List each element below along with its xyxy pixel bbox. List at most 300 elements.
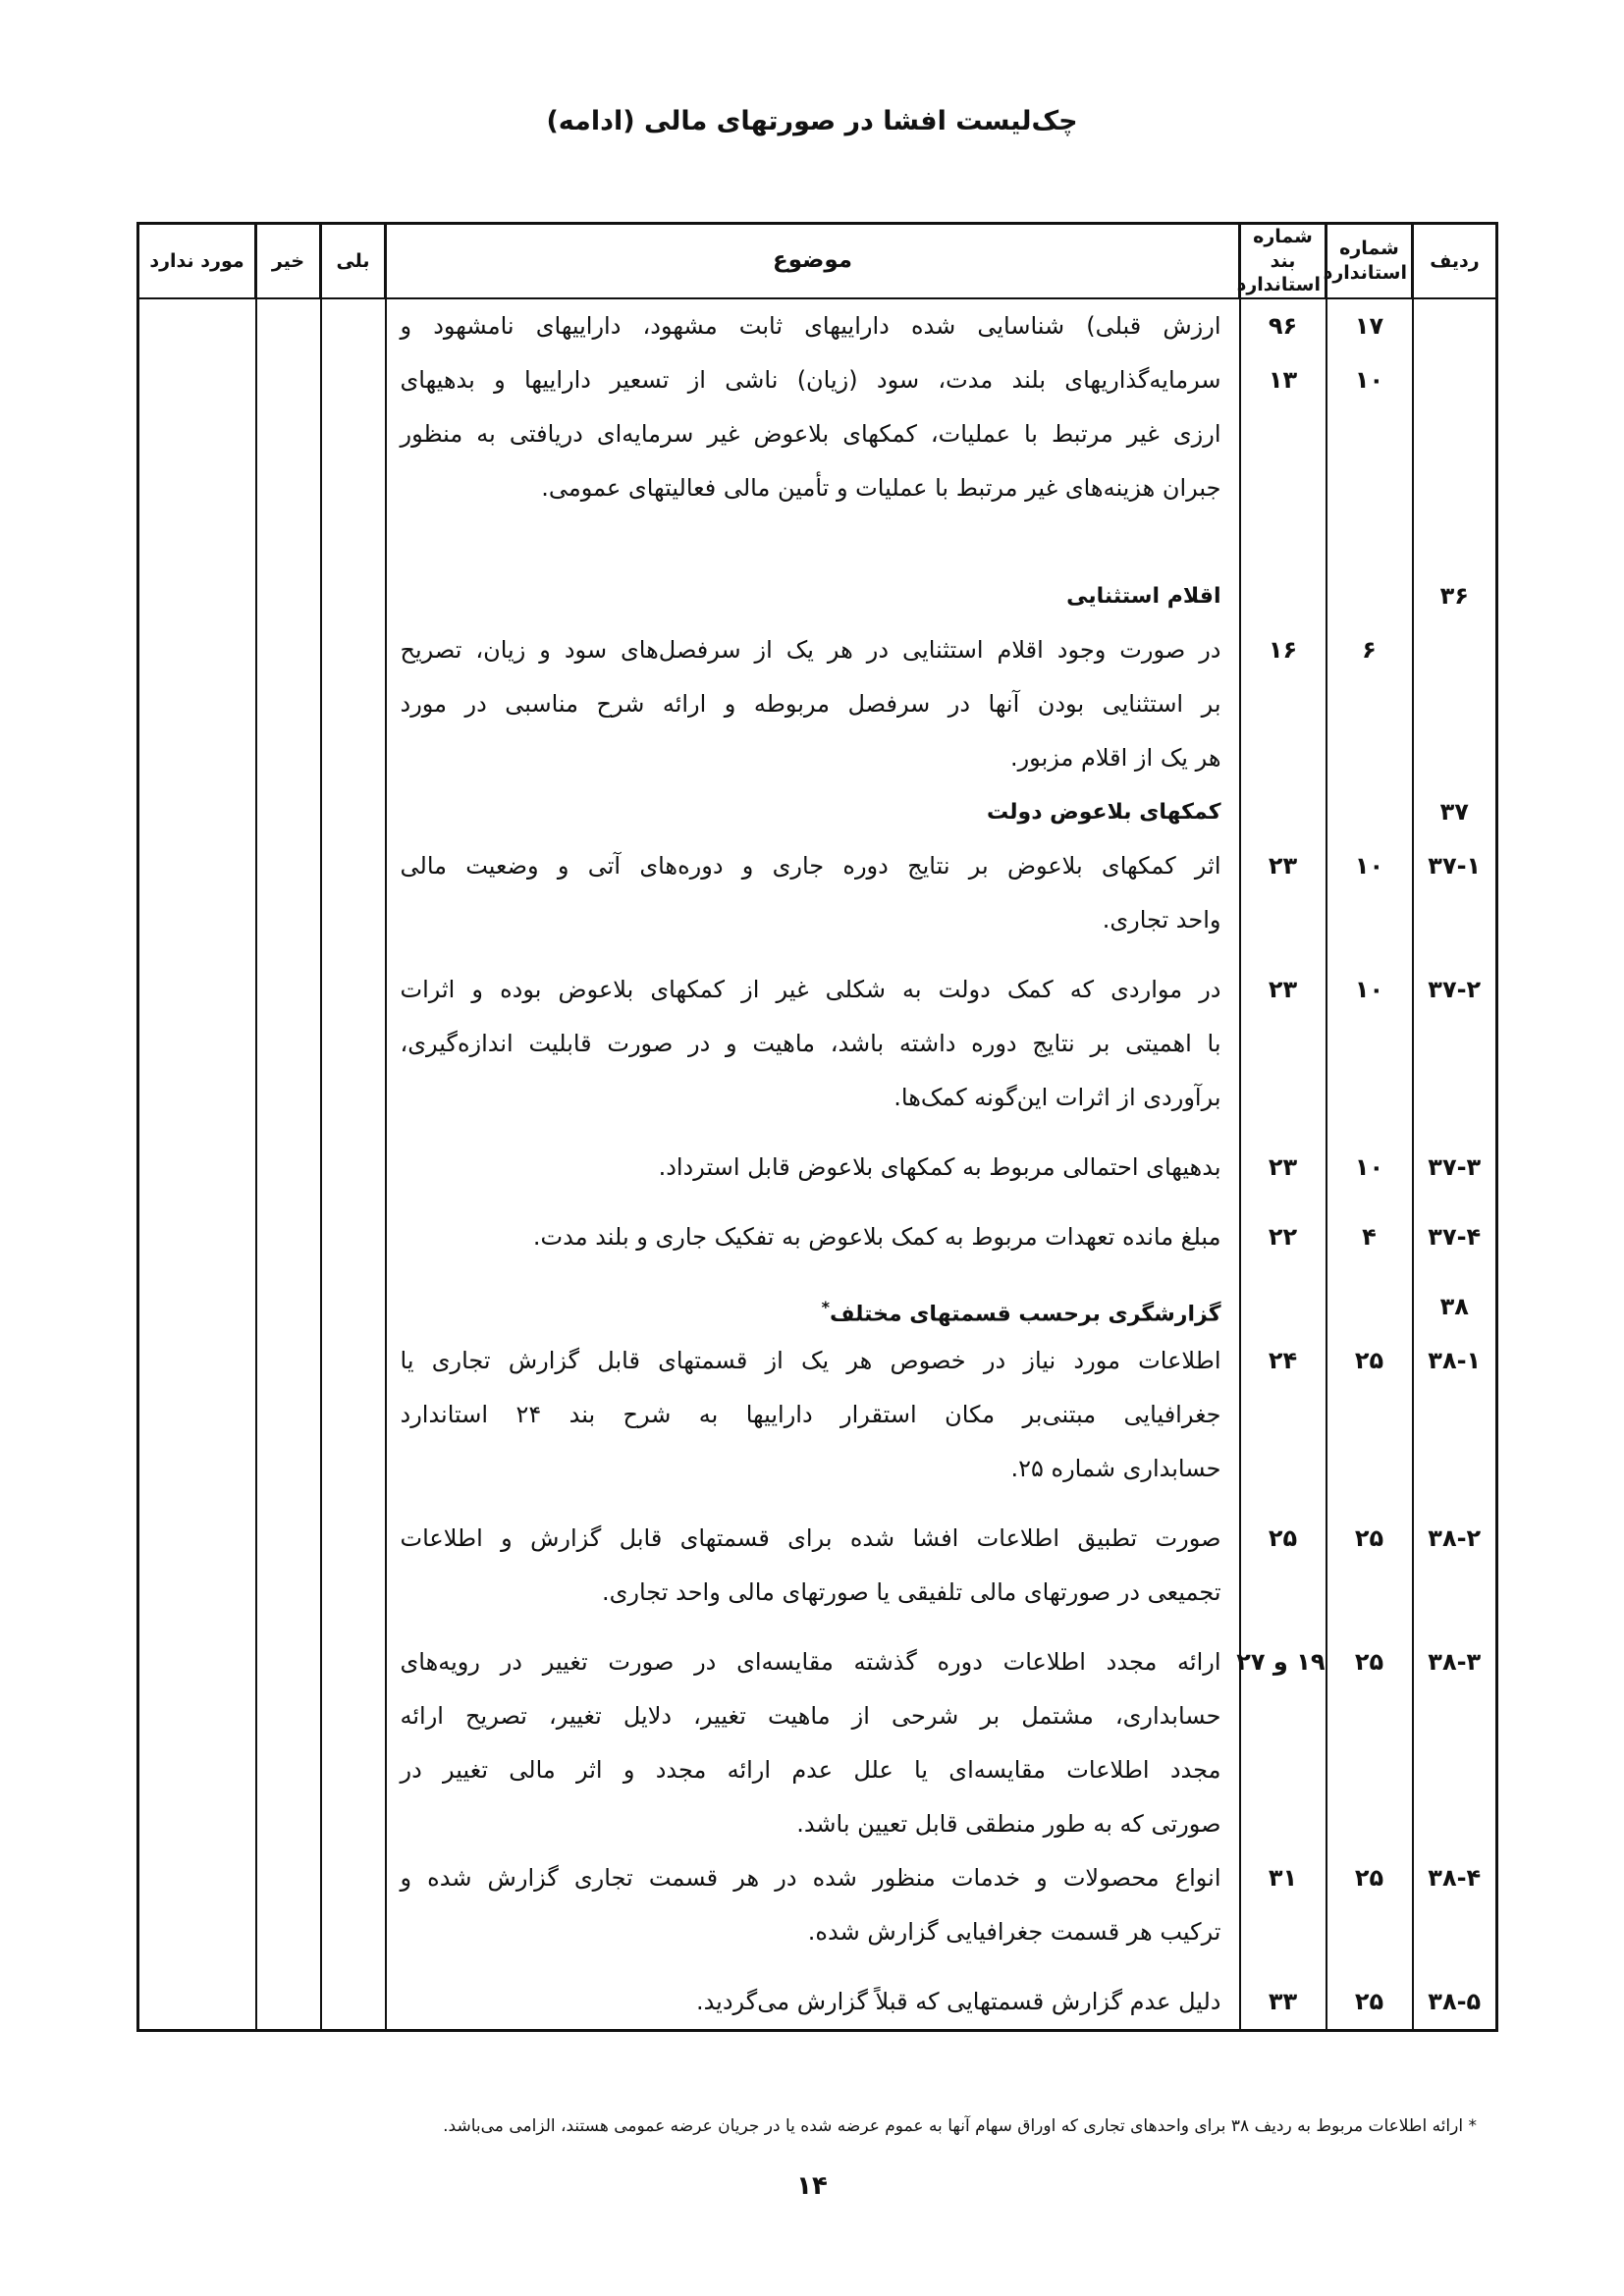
standard-number-value: ۲۵ (1354, 1864, 1384, 1893)
paragraph-number-cell (1240, 623, 1326, 785)
radif-value (1414, 1743, 1496, 1797)
paragraph-number-cell (1240, 1975, 1326, 2031)
paragraph-number-value (1241, 1125, 1326, 1141)
checklist-row (138, 623, 1497, 785)
radif-value: ۳۸-۴ (1428, 1864, 1482, 1893)
standard-number-cell (1326, 1210, 1413, 1264)
standard-number-cell (1326, 1496, 1413, 1512)
paragraph-number-value (1241, 1743, 1326, 1797)
yes-checkbox-cell[interactable] (321, 1975, 386, 2031)
no-checkbox-cell[interactable] (256, 1512, 321, 1620)
topic-line: در مواردی که کمک دولت به شکلی غیر از کمکهای بلاعوض بوده و اثرات (400, 976, 1221, 1004)
standard-number-value (1327, 1125, 1412, 1141)
topic-cell (386, 1264, 1240, 1280)
radif-value (1414, 1071, 1496, 1125)
paragraph-number-value (1241, 1797, 1326, 1851)
standard-number-value (1327, 1496, 1412, 1512)
no-checkbox-cell[interactable] (256, 1141, 321, 1195)
radif-value (1414, 1689, 1496, 1743)
standard-number-value (1327, 515, 1412, 569)
radif-value (1414, 407, 1496, 461)
paragraph-number-cell (1240, 785, 1326, 839)
checklist-row (138, 1620, 1497, 1635)
paragraph-number-cell (1236, 1635, 1326, 1851)
radif-cell (1413, 947, 1497, 963)
topic-line: مبلغ مانده تعهدات مربوط به کمک بلاعوض به تفکیک جاری و بلند مدت. (532, 1223, 1221, 1252)
yes-checkbox-cell[interactable] (321, 785, 386, 839)
paragraph-number-value (1241, 1566, 1326, 1620)
topic-cell (386, 1959, 1240, 1975)
not-applicable-checkbox-cell[interactable] (138, 298, 256, 515)
radif-value: ۳۸-۳ (1428, 1648, 1482, 1677)
radif-cell (1413, 785, 1497, 839)
paragraph-number-value (1241, 1620, 1326, 1635)
section-heading-row (138, 785, 1497, 839)
radif-value (1414, 1388, 1496, 1442)
standard-number-value (1327, 785, 1412, 839)
not-applicable-checkbox-cell[interactable] (138, 947, 256, 963)
standard-number-value: ۲۵ (1354, 1648, 1384, 1677)
document-title: چک‌لیست افشا در صورتهای مالی (ادامه) (546, 106, 1078, 136)
topic-line: انواع محصولات و خدمات منظور شده در هر قسمت تجاری گزارش شده و (400, 1864, 1221, 1893)
header-topic: موضوع (386, 224, 1240, 299)
topic-cell (386, 1635, 1240, 1851)
standard-number-value (1327, 1442, 1412, 1496)
footnote: * ارائه اطلاعات مربوط به ردیف ۳۸ برای واحدهای تجاری که اوراق سهام آنها به عموم عرضه شده یا در جریان عرضه عمومی هستند، الزامی می‌باشد. (443, 2116, 1477, 2136)
standard-number-value: ۶ (1362, 636, 1377, 665)
paragraph-number-value: ۲۵ (1268, 1524, 1298, 1553)
standard-number-value (1327, 1017, 1412, 1071)
radif-cell (1413, 1975, 1497, 2031)
radif-cell (1413, 1635, 1497, 1851)
topic-line: دلیل عدم گزارش قسمتهایی که قبلاً گزارش می‌گردید. (695, 1988, 1221, 2016)
radif-cell (1413, 1195, 1497, 1210)
section-heading-row (138, 569, 1497, 623)
radif-value: ۳۶ (1439, 582, 1469, 611)
radif-value: ۳۸ (1439, 1293, 1469, 1321)
radif-value (1414, 677, 1496, 731)
yes-checkbox-cell[interactable] (321, 839, 386, 947)
topic-cell (386, 569, 1240, 623)
standard-number-value (1327, 1743, 1412, 1797)
paragraph-number-value (1241, 1959, 1326, 1975)
radif-value (1414, 731, 1496, 785)
radif-value: ۳۷-۳ (1428, 1153, 1482, 1182)
standard-number-value (1327, 1388, 1412, 1442)
radif-value (1414, 515, 1496, 569)
yes-checkbox-cell[interactable] (321, 1280, 386, 1334)
not-applicable-checkbox-cell[interactable] (138, 1959, 256, 1975)
checklist-row (138, 963, 1497, 1125)
no-checkbox-cell[interactable] (256, 963, 321, 1125)
standard-number-cell (1326, 1635, 1413, 1851)
paragraph-number-value: ۱۳ (1268, 366, 1298, 395)
paragraph-number-value (1241, 1442, 1326, 1496)
paragraph-number-cell (1240, 569, 1326, 623)
standard-number-value (1327, 1071, 1412, 1125)
header-paragraph-number: شماره بند استاندارد (1240, 224, 1326, 299)
standard-number-cell (1326, 298, 1413, 515)
radif-cell (1413, 1512, 1497, 1620)
paragraph-number-cell (1240, 1264, 1326, 1280)
topic-line: حسابداری شماره ۲۵. (1010, 1455, 1221, 1483)
topic-line (387, 1125, 1239, 1141)
topic-line: تجمیعی در صورتهای مالی تلفیقی یا صورتهای مالی واحد تجاری. (601, 1578, 1221, 1607)
paragraph-number-cell (1240, 1851, 1326, 1959)
topic-line: بدهیهای احتمالی مربوط به کمکهای بلاعوض قابل استرداد. (658, 1153, 1221, 1182)
paragraph-number-value (1241, 1017, 1326, 1071)
no-checkbox-cell[interactable] (256, 1264, 321, 1280)
yes-checkbox-cell[interactable] (321, 1851, 386, 1959)
standard-number-cell (1326, 515, 1413, 569)
paragraph-number-cell (1240, 1141, 1326, 1195)
no-checkbox-cell[interactable] (256, 1975, 321, 2031)
standard-number-cell (1326, 1141, 1413, 1195)
radif-value (1414, 1264, 1496, 1280)
no-checkbox-cell[interactable] (256, 1620, 321, 1635)
not-applicable-checkbox-cell[interactable] (138, 1280, 256, 1334)
no-checkbox-cell[interactable] (256, 569, 321, 623)
standard-number-cell (1326, 1512, 1413, 1620)
paragraph-number-value (1241, 407, 1326, 461)
table-header-row (138, 224, 1497, 299)
topic-cell (386, 1280, 1240, 1334)
not-applicable-checkbox-cell[interactable] (138, 1512, 256, 1620)
topic-line: جبران هزینه‌های غیر مرتبط با عملیات و تأمین مالی فعالیتهای عمومی. (541, 474, 1221, 503)
no-checkbox-cell[interactable] (256, 1334, 321, 1496)
paragraph-number-value: ۲۲ (1268, 1223, 1298, 1252)
no-checkbox-cell[interactable] (256, 1210, 321, 1264)
yes-checkbox-cell[interactable] (321, 1620, 386, 1635)
standard-number-cell (1326, 785, 1413, 839)
paragraph-number-value: ۲۳ (1268, 1153, 1298, 1182)
radif-value (1414, 1496, 1496, 1512)
not-applicable-checkbox-cell[interactable] (138, 785, 256, 839)
paragraph-number-value: ۳۱ (1268, 1864, 1298, 1893)
yes-checkbox-cell[interactable] (321, 947, 386, 963)
radif-value (1414, 947, 1496, 963)
radif-value (1414, 353, 1496, 407)
standard-number-cell (1326, 1851, 1413, 1959)
topic-line: در صورت وجود اقلام استثنایی در هر یک از سرفصل‌های سود و زیان، تصریح (400, 636, 1221, 665)
radif-value: ۳۷ (1439, 798, 1469, 827)
no-checkbox-cell[interactable] (256, 1851, 321, 1959)
radif-value (1414, 1125, 1496, 1141)
standard-number-value: ۱۷ (1354, 312, 1384, 341)
radif-cell (1413, 1125, 1497, 1141)
topic-cell (386, 298, 1240, 515)
yes-checkbox-cell[interactable] (321, 963, 386, 1125)
radif-cell (1413, 1851, 1497, 1959)
not-applicable-checkbox-cell[interactable] (138, 1620, 256, 1635)
topic-line: سرمایه‌گذاریهای بلند مدت، سود (زیان) ناشی از تسعیر داراییها و بدهیهای (400, 366, 1221, 395)
radif-value (1414, 461, 1496, 515)
not-applicable-checkbox-cell[interactable] (138, 1264, 256, 1280)
paragraph-number-cell (1240, 1125, 1326, 1141)
paragraph-number-cell (1240, 298, 1326, 515)
yes-checkbox-cell[interactable] (321, 298, 386, 515)
radif-cell (1413, 1959, 1497, 1975)
no-checkbox-cell[interactable] (256, 947, 321, 963)
yes-checkbox-cell[interactable] (321, 623, 386, 785)
paragraph-number-value (1241, 1388, 1326, 1442)
standard-number-cell (1326, 1975, 1413, 2031)
paragraph-number-cell (1240, 1280, 1326, 1334)
topic-cell (386, 839, 1240, 947)
yes-checkbox-cell[interactable] (321, 1496, 386, 1512)
no-checkbox-cell[interactable] (256, 623, 321, 785)
yes-checkbox-cell[interactable] (321, 1512, 386, 1620)
paragraph-number-value (1241, 1264, 1326, 1280)
radif-value (1414, 623, 1496, 677)
paragraph-number-cell (1240, 515, 1326, 569)
standard-number-value: ۱۰ (1354, 366, 1384, 395)
paragraph-number-value (1241, 731, 1326, 785)
standard-number-value (1327, 1280, 1412, 1334)
topic-cell (386, 623, 1240, 785)
topic-line: ارزش قبلی) شناسایی شده داراییهای ثابت مشهود، داراییهای نامشهود و (400, 312, 1221, 341)
radif-value (1414, 1620, 1496, 1635)
section-heading-text: اقلام استثنایی (1066, 584, 1221, 610)
topic-cell (386, 1195, 1240, 1210)
header-standard-number: شماره استاندارد (1326, 224, 1413, 299)
radif-cell (1413, 623, 1497, 785)
radif-value (1414, 299, 1496, 353)
no-checkbox-cell[interactable] (256, 1959, 321, 1975)
paragraph-number-cell (1240, 1334, 1326, 1496)
standard-number-cell (1326, 623, 1413, 785)
checklist-row (138, 1141, 1497, 1195)
standard-number-cell (1326, 1280, 1413, 1334)
radif-value: ۳۷-۱ (1428, 852, 1482, 881)
checklist-row (138, 1512, 1497, 1620)
standard-number-value: ۱۰ (1354, 852, 1384, 881)
standard-number-cell (1326, 963, 1413, 1125)
not-applicable-checkbox-cell[interactable] (138, 839, 256, 947)
topic-line: ترکیب هر قسمت جغرافیایی گزارش شده. (807, 1918, 1221, 1947)
radif-value (1414, 1195, 1496, 1210)
topic-line: ارائه مجدد اطلاعات دوره گذشته مقایسه‌ای در صورت تغییر در رویه‌های (400, 1648, 1221, 1677)
not-applicable-checkbox-cell[interactable] (138, 1141, 256, 1195)
standard-number-value (1327, 1620, 1412, 1635)
yes-checkbox-cell[interactable] (321, 1959, 386, 1975)
standard-number-cell (1326, 1125, 1413, 1141)
standard-number-cell (1326, 1195, 1413, 1210)
section-heading-row (138, 1280, 1497, 1334)
disclosure-checklist-table (136, 222, 1498, 2032)
topic-cell (386, 1851, 1240, 1959)
no-checkbox-cell[interactable] (256, 839, 321, 947)
radif-value (1414, 1905, 1496, 1959)
standard-number-value: ۱۰ (1354, 1153, 1384, 1182)
yes-checkbox-cell[interactable] (321, 1125, 386, 1141)
paragraph-number-value (1241, 1496, 1326, 1512)
standard-number-value (1327, 569, 1412, 623)
paragraph-number-value (1241, 461, 1326, 515)
topic-line: هر یک از اقلام مزبور. (1009, 744, 1221, 773)
standard-number-cell (1326, 1959, 1413, 1975)
radif-cell (1413, 1210, 1497, 1264)
topic-line (387, 515, 1239, 569)
topic-cell (386, 1512, 1240, 1620)
standard-number-cell (1326, 1620, 1413, 1635)
standard-number-value (1327, 1566, 1412, 1620)
standard-number-value (1327, 947, 1412, 963)
yes-checkbox-cell[interactable] (321, 1195, 386, 1210)
not-applicable-checkbox-cell[interactable] (138, 515, 256, 569)
topic-cell (386, 947, 1240, 963)
radif-value: ۳۸-۵ (1428, 1988, 1482, 2016)
no-checkbox-cell[interactable] (256, 1125, 321, 1141)
standard-number-value (1327, 461, 1412, 515)
paragraph-number-value: ۳۳ (1268, 1988, 1298, 2016)
standard-number-value (1327, 677, 1412, 731)
topic-line (387, 1620, 1239, 1635)
paragraph-number-cell (1240, 947, 1326, 963)
radif-value (1414, 1442, 1496, 1496)
not-applicable-checkbox-cell[interactable] (138, 1635, 256, 1851)
paragraph-number-value: ۹۶ (1268, 312, 1298, 341)
not-applicable-checkbox-cell[interactable] (138, 1195, 256, 1210)
topic-line: واحد تجاری. (1102, 906, 1221, 934)
standard-number-cell (1326, 947, 1413, 963)
topic-line (387, 1959, 1239, 1975)
topic-cell (386, 1141, 1240, 1195)
not-applicable-checkbox-cell[interactable] (138, 963, 256, 1125)
topic-line: جغرافیایی مبتنی‌بر مکان استقرار داراییها به شرح بند ۲۴ استاندارد (400, 1401, 1221, 1429)
checklist-row (138, 1125, 1497, 1141)
page-number: ۱۴ (796, 2171, 828, 2201)
paragraph-number-value (1241, 515, 1326, 569)
topic-line (387, 1264, 1239, 1280)
checklist-row (138, 298, 1497, 515)
no-checkbox-cell[interactable] (256, 1280, 321, 1334)
yes-checkbox-cell[interactable] (321, 515, 386, 569)
radif-cell (1413, 1496, 1497, 1512)
standard-number-value: ۴ (1362, 1223, 1377, 1252)
checklist-row (138, 1975, 1497, 2031)
checklist-row (138, 1959, 1497, 1975)
radif-cell (1413, 963, 1497, 1125)
topic-line (387, 947, 1239, 963)
not-applicable-checkbox-cell[interactable] (138, 623, 256, 785)
radif-cell (1413, 569, 1497, 623)
topic-cell (386, 1496, 1240, 1512)
radif-cell (1413, 1264, 1497, 1280)
paragraph-number-value (1241, 893, 1326, 947)
standard-number-value (1327, 1797, 1412, 1851)
checklist-row (138, 1635, 1497, 1851)
standard-number-value (1327, 1959, 1412, 1975)
paragraph-number-value (1241, 1280, 1326, 1334)
paragraph-number-cell (1240, 1210, 1326, 1264)
standard-number-value: ۲۵ (1354, 1988, 1384, 2016)
standard-number-cell (1326, 1264, 1413, 1280)
standard-number-value: ۲۵ (1354, 1347, 1384, 1375)
no-checkbox-cell[interactable] (256, 785, 321, 839)
paragraph-number-value: ۱۹ و ۲۷ (1236, 1648, 1326, 1677)
no-checkbox-cell[interactable] (256, 1496, 321, 1512)
paragraph-number-value (1241, 1071, 1326, 1125)
standard-number-value (1327, 1689, 1412, 1743)
yes-checkbox-cell[interactable] (321, 569, 386, 623)
checklist-row (138, 839, 1497, 947)
header-yes: بلی (321, 224, 386, 299)
checklist-row (138, 1195, 1497, 1210)
header-no: خیر (256, 224, 321, 299)
yes-checkbox-cell[interactable] (321, 1635, 386, 1851)
radif-cell (1413, 515, 1497, 569)
standard-number-value (1327, 731, 1412, 785)
paragraph-number-cell (1240, 1195, 1326, 1210)
not-applicable-checkbox-cell[interactable] (138, 1975, 256, 2031)
not-applicable-checkbox-cell[interactable] (138, 1210, 256, 1264)
radif-cell (1413, 1334, 1497, 1496)
standard-number-value: ۲۵ (1354, 1524, 1384, 1553)
yes-checkbox-cell[interactable] (321, 1264, 386, 1280)
no-checkbox-cell[interactable] (256, 1195, 321, 1210)
not-applicable-checkbox-cell[interactable] (138, 1125, 256, 1141)
footnote-marker: * (821, 1298, 830, 1317)
topic-cell (386, 1975, 1240, 2031)
checklist-row (138, 1264, 1497, 1280)
radif-value (1414, 1959, 1496, 1975)
paragraph-number-value (1241, 677, 1326, 731)
radif-cell (1413, 1280, 1497, 1334)
yes-checkbox-cell[interactable] (321, 1141, 386, 1195)
topic-cell (386, 785, 1240, 839)
no-checkbox-cell[interactable] (256, 298, 321, 515)
radif-value (1414, 1566, 1496, 1620)
yes-checkbox-cell[interactable] (321, 1334, 386, 1496)
topic-cell (386, 1334, 1240, 1496)
paragraph-number-value: ۲۴ (1268, 1347, 1298, 1375)
topic-line: صورت تطبیق اطلاعات افشا شده برای قسمتهای قابل گزارش و اطلاعات (400, 1524, 1221, 1553)
radif-value (1414, 1017, 1496, 1071)
not-applicable-checkbox-cell[interactable] (138, 569, 256, 623)
paragraph-number-value: ۲۳ (1268, 976, 1298, 1004)
standard-number-value: ۱۰ (1354, 976, 1384, 1004)
topic-cell (386, 515, 1240, 569)
not-applicable-checkbox-cell[interactable] (138, 1851, 256, 1959)
not-applicable-checkbox-cell[interactable] (138, 1496, 256, 1512)
radif-value: ۳۷-۴ (1428, 1223, 1482, 1252)
topic-line: با اهمیتی بر نتایج دوره داشته باشد، ماهیت و در صورت قابلیت اندازه‌گیری، (400, 1030, 1221, 1058)
topic-line: اثر کمکهای بلاعوض بر نتایج دوره جاری و دوره‌های آتی و وضعیت مالی (400, 852, 1221, 881)
topic-line: حسابداری، مشتمل بر شرحی از ماهیت تغییر، دلایل تغییر، تصریح ارائه (400, 1702, 1221, 1731)
paragraph-number-value (1241, 785, 1326, 839)
radif-value (1414, 893, 1496, 947)
section-heading-text: گزارشگری برحسب قسمتهای مختلف* (821, 1298, 1221, 1327)
radif-cell (1413, 1620, 1497, 1635)
header-radif: ردیف (1413, 224, 1497, 299)
no-checkbox-cell[interactable] (256, 1635, 321, 1851)
standard-number-value (1327, 1264, 1412, 1280)
paragraph-number-cell (1240, 1496, 1326, 1512)
topic-line (387, 1195, 1239, 1210)
paragraph-number-cell (1240, 1620, 1326, 1635)
standard-number-value (1327, 407, 1412, 461)
topic-cell (386, 1620, 1240, 1635)
standard-number-cell (1326, 1334, 1413, 1496)
yes-checkbox-cell[interactable] (321, 1210, 386, 1264)
topic-cell (386, 1125, 1240, 1141)
standard-number-value (1327, 1195, 1412, 1210)
no-checkbox-cell[interactable] (256, 515, 321, 569)
radif-value: ۳۸-۲ (1428, 1524, 1482, 1553)
not-applicable-checkbox-cell[interactable] (138, 1334, 256, 1496)
checklist-row (138, 515, 1497, 569)
